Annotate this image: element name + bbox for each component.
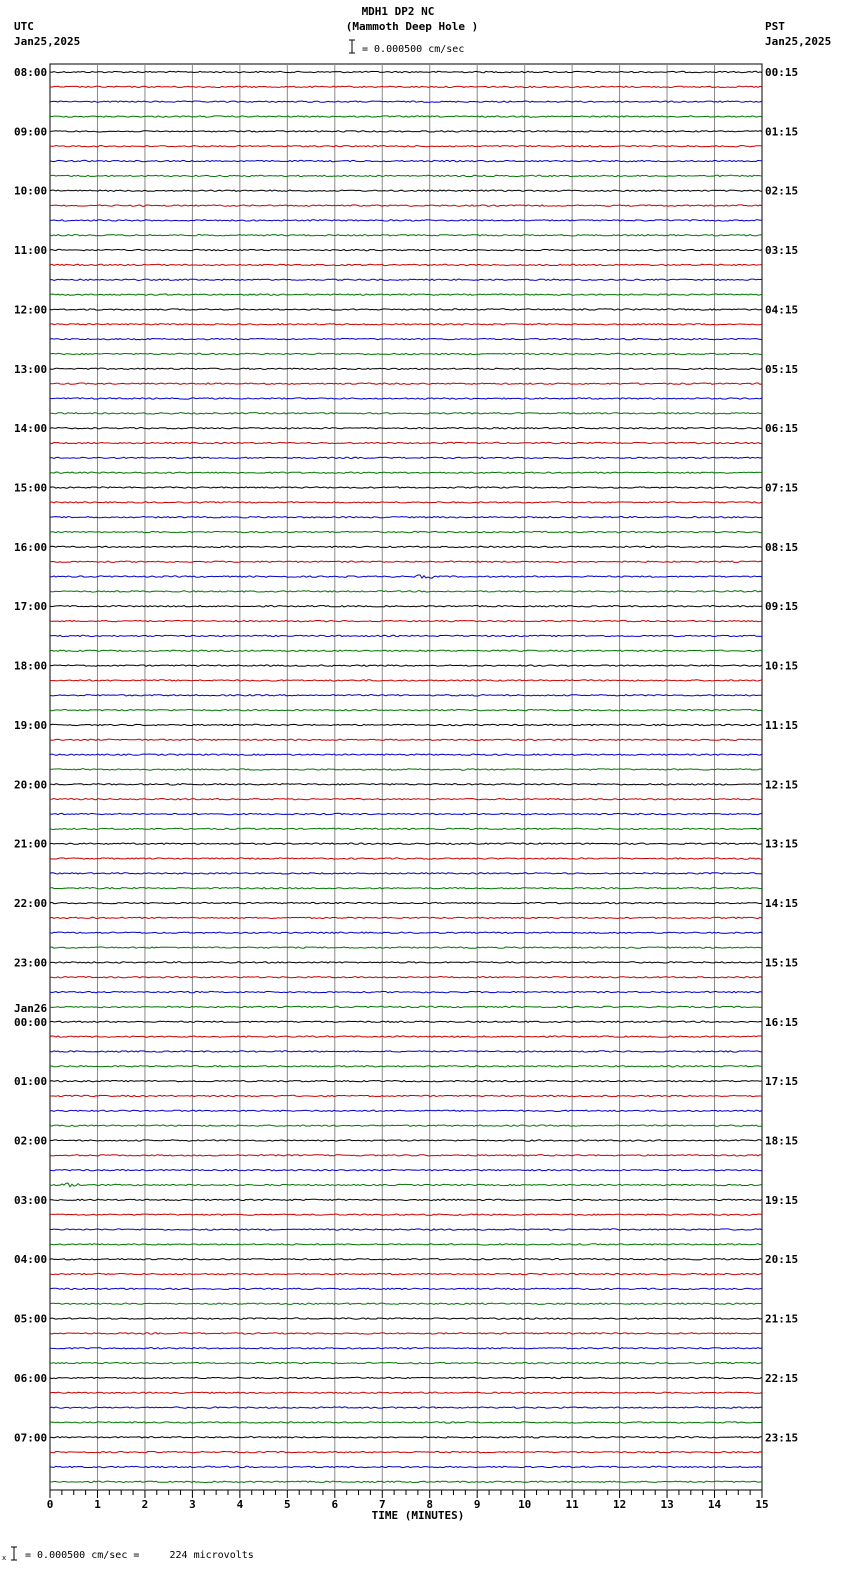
right-timezone: PST [765,20,785,33]
seismic-trace [50,101,762,102]
seismic-trace [50,813,762,814]
seismic-trace [50,1377,762,1378]
pst-hour-label: 20:15 [765,1253,799,1267]
seismic-trace [50,279,762,280]
x-tick-label: 14 [707,1498,722,1511]
pst-hour-label: 02:15 [765,184,799,198]
seismic-trace [50,1244,762,1245]
x-tick-label: 10 [518,1498,532,1511]
seismic-trace [50,769,762,770]
seismic-trace [50,561,762,562]
seismic-trace [50,828,762,829]
seismic-trace [50,591,762,592]
x-tick-label: 13 [660,1498,674,1511]
seismic-trace [50,724,762,725]
seismic-trace [50,1348,762,1349]
utc-hour-label: 15:00 [14,481,48,495]
seismic-trace [50,353,762,354]
seismic-trace [50,86,762,87]
svg-text:x: x [2,1554,7,1562]
x-tick-label: 11 [565,1498,579,1511]
pst-hour-label: 07:15 [765,481,799,495]
seismic-trace [50,1125,762,1126]
pst-hour-label: 15:15 [765,956,799,970]
seismic-trace [50,457,762,458]
utc-hour-label: 06:00 [14,1371,48,1385]
seismic-trace [50,1214,762,1215]
seismic-trace [50,249,762,250]
utc-hour-label: 22:00 [14,897,48,910]
calibration-label: = 0.000500 cm/sec = 224 microvolts [25,1550,254,1561]
location-subtitle: (Mammoth Deep Hole ) [345,20,479,33]
seismic-trace [50,784,762,785]
seismic-trace [50,1051,762,1052]
pst-hour-label: 05:15 [765,362,799,376]
seismic-trace [50,1080,762,1081]
pst-hour-label: 18:15 [765,1134,799,1148]
seismic-trace [50,680,762,681]
seismic-trace [50,1140,762,1141]
seismic-trace [50,1259,762,1260]
x-tick-label: 6 [331,1498,339,1511]
seismic-trace [50,294,762,295]
seismic-trace [50,947,762,948]
chart-footer [2,1547,254,1562]
seismic-trace [50,858,762,859]
utc-hour-label: 11:00 [14,244,48,258]
utc-hour-label: 12:00 [14,303,48,317]
minute-grid [50,64,762,1490]
seismic-trace [50,991,762,992]
utc-hour-label: 14:00 [14,422,48,436]
pst-hour-label: 13:15 [765,837,799,851]
utc-hour-label: 07:00 [14,1431,48,1445]
chart-header [14,5,831,55]
seismic-trace [50,428,762,429]
seismic-trace [50,1183,762,1187]
seismic-trace [50,902,762,903]
seismic-trace [50,739,762,740]
plot-frame [50,64,762,1490]
utc-hour-label: 16:00 [14,540,48,554]
seismic-trace [50,843,762,844]
seismic-trace [50,888,762,889]
seismic-trace [50,1006,762,1007]
seismic-trace [50,1155,762,1156]
utc-hour-label: 19:00 [14,719,48,732]
seismic-trace [50,695,762,696]
x-tick-label: 1 [94,1498,101,1511]
seismic-trace [50,1392,762,1393]
seismic-trace [50,546,762,547]
seismic-trace [50,235,762,236]
seismic-trace [50,338,762,339]
pst-hour-label: 12:15 [765,778,799,792]
seismic-trace [50,575,762,578]
utc-hour-label: 09:00 [14,125,48,139]
seismic-trace [50,116,762,117]
seismic-trace [50,472,762,473]
utc-hour-label: 00:00 [14,1015,48,1029]
seismic-trace [50,160,762,161]
x-tick-label: 12 [612,1498,627,1511]
pst-hour-label: 11:15 [765,719,799,732]
seismic-trace [50,754,762,755]
seismic-trace [50,220,762,221]
pst-hour-label: 09:15 [765,600,799,614]
x-axis-title: TIME (MINUTES) [371,1509,465,1522]
seismic-trace [50,1288,762,1289]
seismic-traces [50,71,762,1482]
scale-bar-icon [349,40,355,53]
seismic-trace [50,1481,762,1482]
seismic-trace [50,799,762,800]
utc-hour-label: 01:00 [14,1075,48,1089]
seismic-trace [50,1407,762,1408]
pst-hour-label: 10:15 [765,659,799,673]
x-tick-label: 8 [426,1498,434,1511]
date-change-label: Jan26 [14,1002,48,1015]
seismic-trace [50,368,762,369]
seismic-trace [50,1199,762,1200]
seismic-trace [50,665,762,666]
x-tick-label: 5 [283,1498,291,1511]
seismic-trace [50,442,762,443]
seismic-trace [50,1303,762,1304]
utc-hour-label: 13:00 [14,362,48,376]
seismic-trace [50,531,762,532]
seismic-trace [50,932,762,933]
seismic-trace [50,264,762,265]
seismic-trace [50,1095,762,1096]
seismic-trace [50,1036,762,1037]
pst-hour-label: 23:15 [765,1431,799,1445]
pst-hour-label: 04:15 [765,303,799,317]
scale-label: = 0.000500 cm/sec [362,44,465,55]
seismic-trace [50,1229,762,1230]
seismic-trace [50,620,762,621]
seismic-trace [50,1466,762,1467]
pst-hour-label: 08:15 [765,540,799,554]
seismic-trace [50,1451,762,1452]
utc-hour-label: 04:00 [14,1253,48,1267]
utc-hour-label: 21:00 [14,837,48,851]
seismic-trace [50,190,762,191]
pst-hour-label: 00:15 [765,66,799,79]
pst-hour-label: 06:15 [765,422,799,436]
seismic-trace [50,709,762,710]
seismic-trace [50,1422,762,1423]
x-tick-label: 9 [473,1498,481,1511]
seismic-trace [50,650,762,651]
x-tick-label: 2 [141,1498,149,1511]
seismic-trace [50,383,762,384]
utc-hour-label: 05:00 [14,1312,48,1326]
seismic-trace [50,1273,762,1274]
x-tick-label: 7 [378,1498,386,1511]
seismic-trace [50,324,762,325]
seismic-trace [50,635,762,636]
seismic-trace [50,1437,762,1438]
seismic-trace [50,131,762,132]
pst-hour-label: 01:15 [765,125,799,139]
calibration-bar-icon [2,1547,17,1562]
utc-hour-label: 23:00 [14,956,48,970]
seismic-trace [50,962,762,963]
utc-hour-label: 08:00 [14,66,48,79]
seismic-trace [50,502,762,503]
x-tick-label: 15 [755,1498,769,1511]
seismic-trace [50,146,762,147]
seismic-trace [50,873,762,874]
seismic-trace [50,1021,762,1022]
seismic-trace [50,1066,762,1067]
seismic-trace [50,1110,762,1111]
seismic-trace [50,517,762,518]
utc-hour-label: 20:00 [14,778,48,792]
utc-hour-label: 17:00 [14,600,48,614]
seismic-trace [50,71,762,72]
seismic-trace [50,917,762,918]
seismic-trace [50,1362,762,1363]
seismic-trace [50,1170,762,1171]
pst-hour-label: 22:15 [765,1371,799,1385]
pst-hour-label: 17:15 [765,1075,799,1089]
pst-hour-label: 21:15 [765,1312,799,1326]
right-date: Jan25,2025 [765,35,832,48]
x-axis [47,1490,769,1522]
utc-hour-label: 10:00 [14,184,48,198]
seismic-trace [50,309,762,310]
pst-hour-label: 19:15 [765,1193,799,1207]
utc-hour-label: 03:00 [14,1193,48,1207]
utc-hour-label: 02:00 [14,1134,48,1148]
pst-hour-label: 03:15 [765,244,799,258]
seismic-trace [50,606,762,607]
seismic-trace [50,487,762,488]
x-tick-label: 0 [46,1498,54,1511]
left-timezone: UTC [14,20,34,33]
seismic-trace [50,977,762,978]
seismic-trace [50,1333,762,1334]
x-tick-label: 4 [236,1498,244,1511]
x-tick-label: 3 [189,1498,196,1511]
seismic-trace [50,205,762,206]
left-date: Jan25,2025 [14,35,81,48]
seismic-trace [50,413,762,414]
utc-hour-label: 18:00 [14,659,48,673]
pst-hour-label: 16:15 [765,1015,799,1029]
seismic-trace [50,175,762,176]
seismic-trace [50,398,762,399]
seismic-trace [50,1318,762,1319]
pst-hour-label: 14:15 [765,897,799,910]
station-title: MDH1 DP2 NC [361,5,435,18]
